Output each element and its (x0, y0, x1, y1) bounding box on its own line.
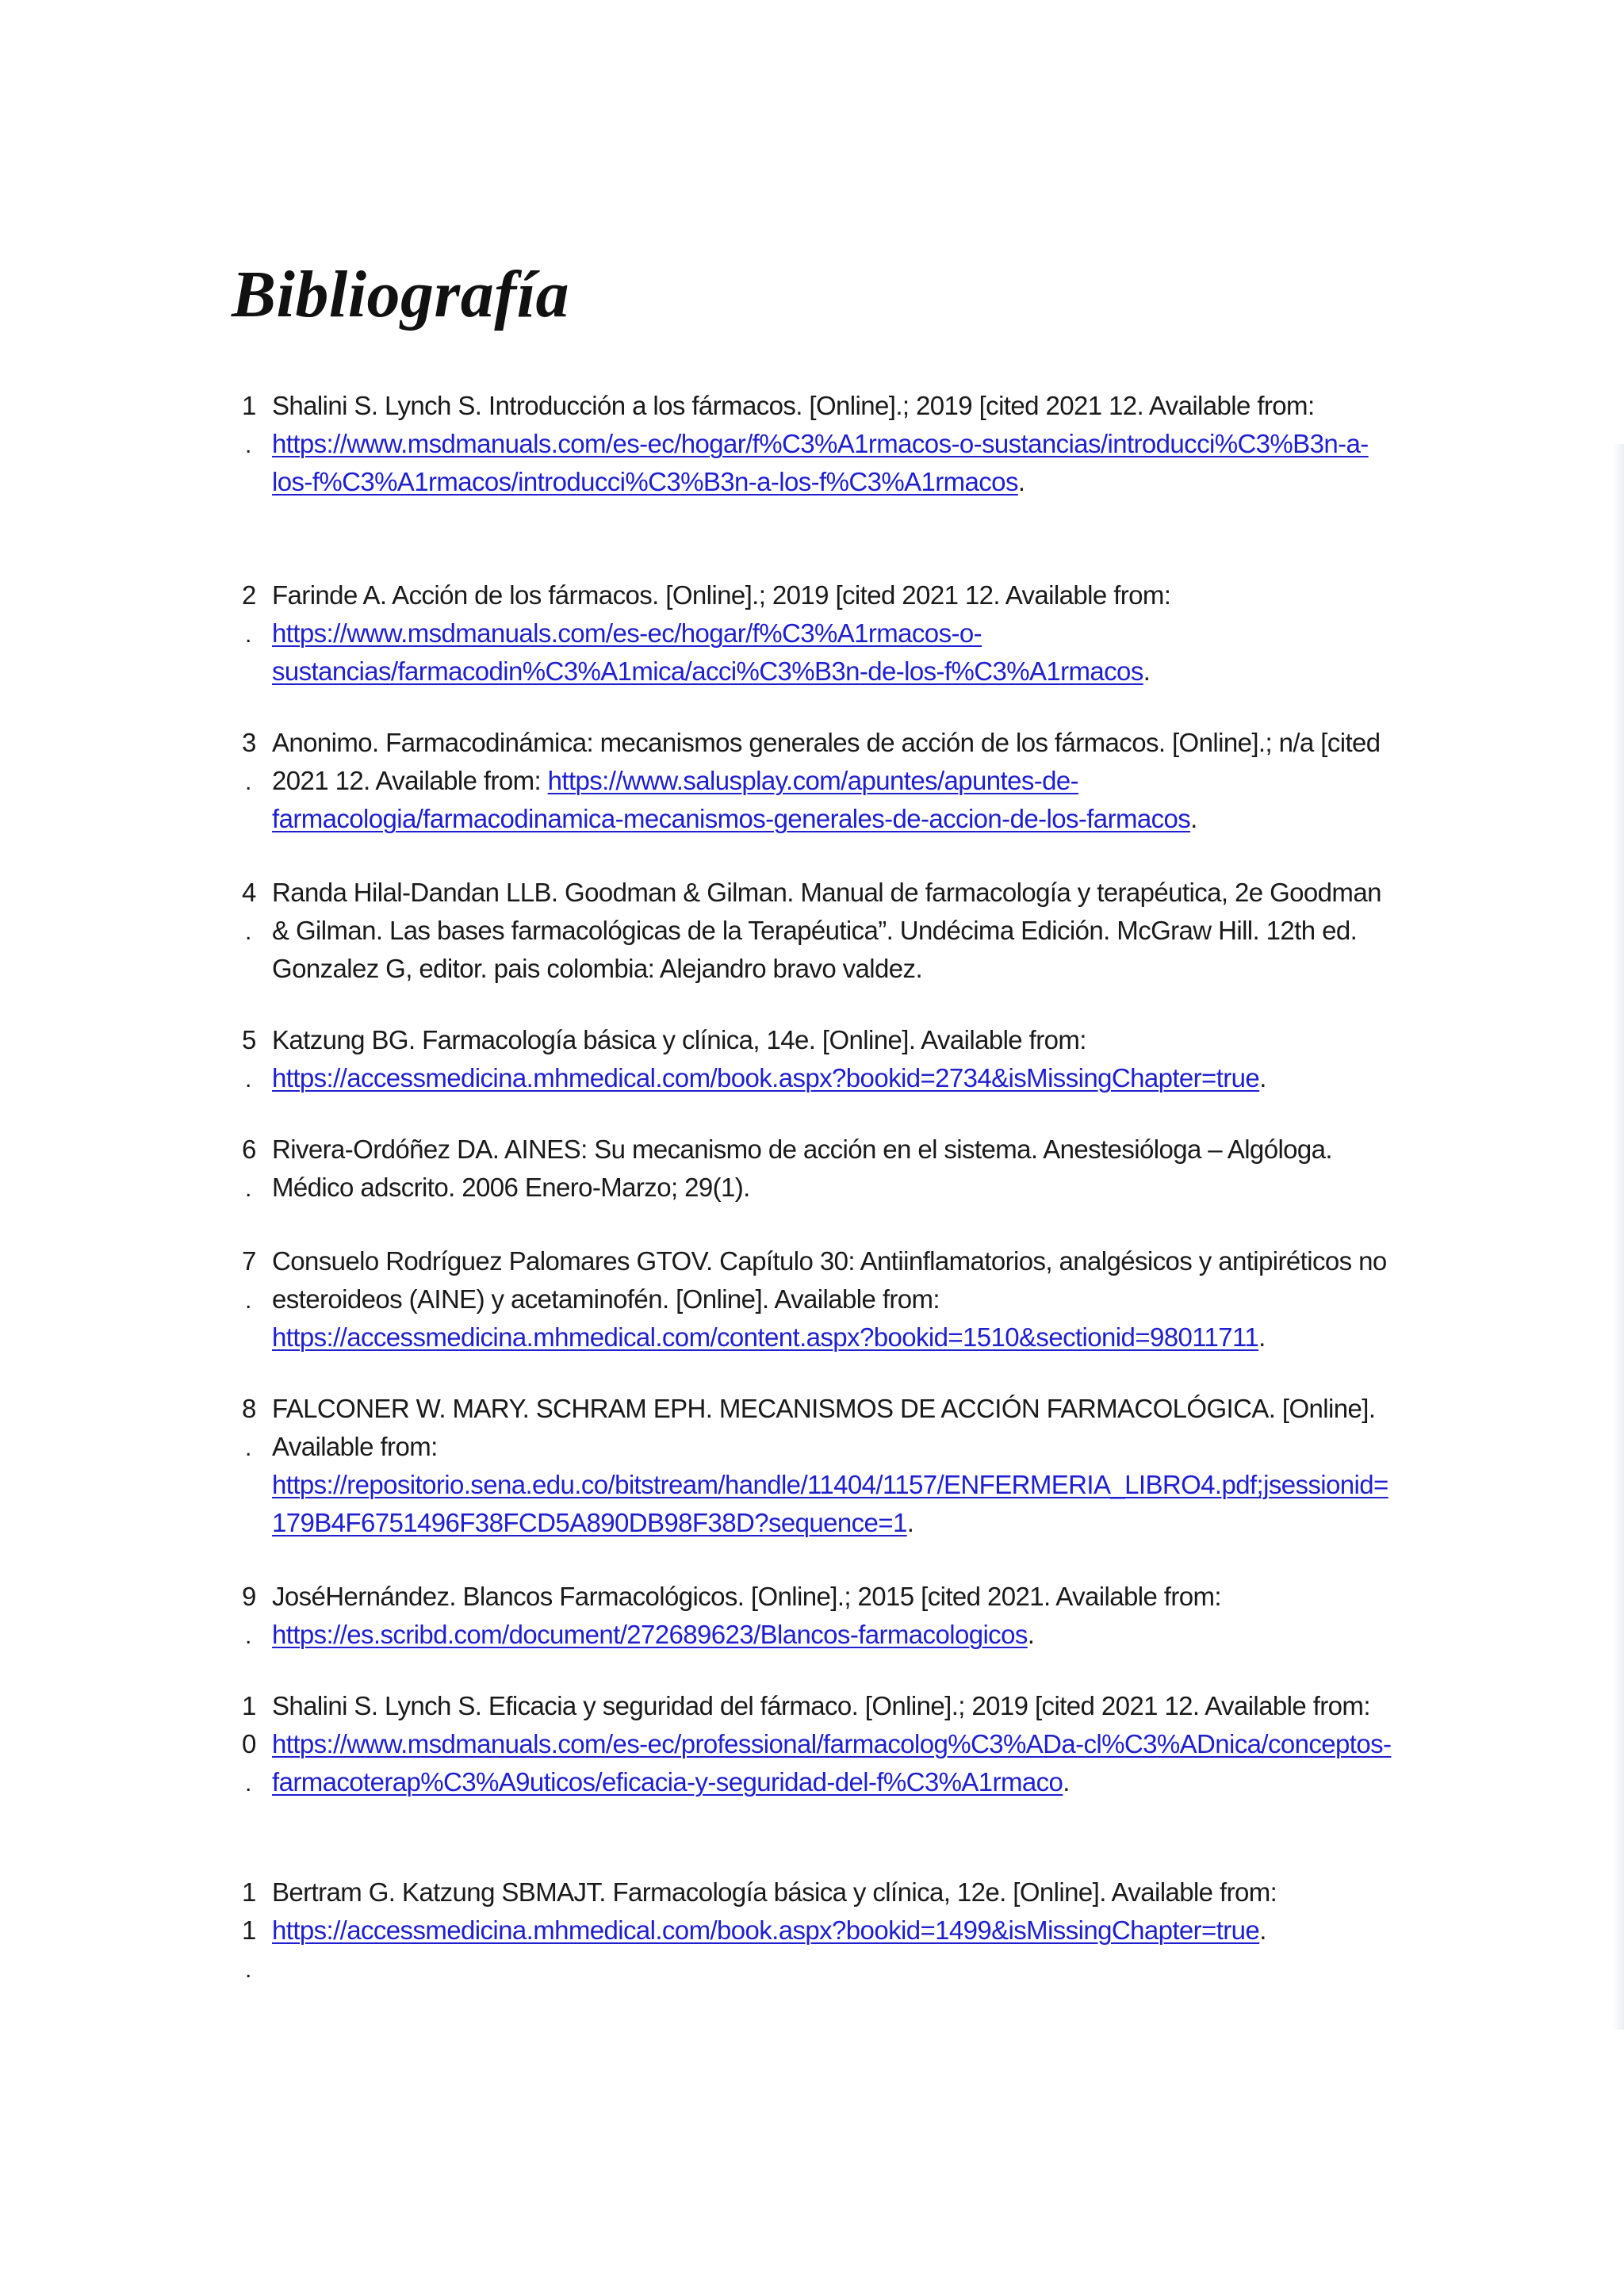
reference-number (242, 1578, 266, 1654)
reference-text (266, 1873, 1400, 1988)
reference-number-char: . (245, 432, 252, 458)
reference-citation: Shalini S. Lynch S. Introducción a los fármacos. [Online].; 2019 [cited 2021 12. Available from: (272, 391, 1315, 420)
reference-citation: Consuelo Rodríguez Palomares GTOV. Capítulo 30: Antiinflamatorios, analgésicos y antipiréticos no esteroideos (AINE) y acetaminofén. [Online]. Available from: (272, 1246, 1387, 1314)
reference-period: . (1259, 1915, 1266, 1945)
reference-citation: JoséHernández. Blancos Farmacológicos. [Online].; 2015 [cited 2021. Available from: (272, 1582, 1221, 1611)
reference-number (242, 1687, 266, 1801)
reference-number (242, 576, 266, 691)
reference-number-char: 3 (242, 728, 257, 757)
reference-number-char: 5 (242, 1025, 257, 1054)
reference-number-char: 1 (242, 1691, 257, 1720)
reference-link[interactable]: https://accessmedicina.mhmedical.com/content.aspx?bookid=1510&sectionid=98011711 (272, 1322, 1259, 1352)
reference-number-char: 8 (242, 1394, 257, 1423)
reference-number-char: . (245, 1288, 252, 1314)
reference-number-char: . (245, 1435, 252, 1461)
reference-period: . (1190, 804, 1197, 833)
reference-period: . (1258, 1322, 1266, 1352)
reference-period: . (1063, 1767, 1070, 1797)
reference-link[interactable]: https://repositorio.sena.edu.co/bitstream/handle/11404/1157/ENFERMERIA_LIBRO4.pdf;jsessionid=179B4F6751496F38FCD5A890DB98F38D?sequence=1 (272, 1470, 1388, 1537)
reference-number-char: . (245, 769, 252, 795)
reference-entry (242, 387, 1400, 501)
reference-number-char: 0 (242, 1729, 257, 1758)
reference-entry (242, 1687, 1400, 1801)
reference-entry (242, 1131, 1400, 1207)
reference-text (266, 724, 1400, 838)
reference-number-char: 2 (242, 580, 257, 610)
reference-link[interactable]: https://www.msdmanuals.com/es-ec/hogar/f%C3%A1rmacos-o-sustancias/introducci%C3%B3n-a-los-f%C3%A1rmacos/introducci%C3%B3n-a-los-f%C3%A1rmacos (272, 429, 1369, 496)
reference-citation: Farinde A. Acción de los fármacos. [Online].; 2019 [cited 2021 12. Available from: (272, 580, 1171, 610)
reference-link[interactable]: https://www.msdmanuals.com/es-ec/professional/farmacolog%C3%ADa-cl%C3%ADnica/conceptos-farmacoterap%C3%A9uticos/eficacia-y-seguridad-del-f%C3%A1rmaco (272, 1729, 1392, 1797)
reference-entry (242, 1873, 1400, 1988)
reference-period: . (1143, 656, 1151, 686)
reference-number (242, 724, 266, 838)
reference-number (242, 874, 266, 988)
reference-link[interactable]: https://accessmedicina.mhmedical.com/book.aspx?bookid=1499&isMissingChapter=true (272, 1915, 1260, 1945)
reference-number (242, 1131, 266, 1207)
reference-citation: FALCONER W. MARY. SCHRAM EPH. MECANISMOS DE ACCIÓN FARMACOLÓGICA. [Online]. Available from: (272, 1394, 1376, 1461)
reference-period: . (1027, 1620, 1035, 1649)
reference-period: . (906, 1508, 914, 1537)
reference-text (266, 1131, 1400, 1207)
reference-number-char: . (245, 1623, 252, 1649)
reference-link[interactable]: https://accessmedicina.mhmedical.com/book.aspx?bookid=2734&isMissingChapter=true (272, 1063, 1260, 1093)
reference-number-char: . (245, 919, 252, 945)
reference-number (242, 1390, 266, 1542)
reference-text (266, 387, 1400, 501)
reference-number-char: . (245, 1957, 252, 1983)
reference-number-char: 1 (242, 391, 257, 420)
reference-entry (242, 724, 1400, 838)
reference-number (242, 1873, 266, 1988)
reference-citation: Randa Hilal-Dandan LLB. Goodman & Gilman. Manual de farmacología y terapéutica, 2e Goodman & Gilman. Las bases farmacológicas de la Terapéutica”. Undécima Edición. McGraw Hill. 12th ed. Gonzalez G, editor. pais colombia: Alejandro bravo valdez. (272, 878, 1381, 983)
reference-number-char: . (245, 1176, 252, 1202)
reference-number-char: 1 (242, 1877, 257, 1907)
reference-citation: Shalini S. Lynch S. Eficacia y seguridad del fármaco. [Online].; 2019 [cited 2021 12. Available from: (272, 1691, 1370, 1720)
reference-link[interactable]: https://www.msdmanuals.com/es-ec/hogar/f%C3%A1rmacos-o-sustancias/farmacodin%C3%A1mica/acci%C3%B3n-de-los-f%C3%A1rmacos (272, 618, 1143, 686)
reference-number-char: 6 (242, 1135, 257, 1164)
page-title: Bibliografía (232, 258, 570, 331)
reference-text (266, 576, 1400, 691)
reference-entry (242, 1021, 1400, 1097)
reference-text (266, 1242, 1400, 1357)
reference-link[interactable]: https://www.salusplay.com/apuntes/apuntes-de-farmacologia/farmacodinamica-mecanismos-generales-de-accion-de-los-farmacos (272, 766, 1191, 833)
reference-entry (242, 1242, 1400, 1357)
reference-number-char: 9 (242, 1582, 257, 1611)
reference-number-char: . (245, 622, 252, 648)
reference-period: . (1017, 467, 1025, 496)
reference-number-char: 7 (242, 1246, 257, 1276)
reference-citation: Katzung BG. Farmacología básica y clínica, 14e. [Online]. Available from: (272, 1025, 1086, 1054)
reference-citation: Rivera-Ordóñez DA. AINES: Su mecanismo de acción en el sistema. Anestesióloga – Algóloga. Médico adscrito. 2006 Enero-Marzo; 29(1). (272, 1135, 1332, 1202)
reference-number (242, 1021, 266, 1097)
reference-citation: Anonimo. Farmacodinámica: mecanismos generales de acción de los fármacos. [Online].; n/a [cited 2021 12. Available from: (272, 728, 1381, 795)
page-edge-shadow (1613, 444, 1624, 2030)
reference-citation: Bertram G. Katzung SBMAJT. Farmacología básica y clínica, 12e. [Online]. Available from: (272, 1877, 1277, 1907)
reference-number (242, 387, 266, 501)
reference-number-char: . (245, 1770, 252, 1797)
reference-text (266, 1390, 1400, 1542)
reference-entry (242, 1390, 1400, 1542)
reference-number-char: 4 (242, 878, 257, 907)
reference-link[interactable]: https://es.scribd.com/document/272689623/Blancos-farmacologicos (272, 1620, 1028, 1649)
reference-text (266, 1021, 1400, 1097)
reference-entry (242, 1578, 1400, 1654)
reference-text (266, 1578, 1400, 1654)
reference-text (266, 874, 1400, 988)
reference-number (242, 1242, 266, 1357)
reference-entry (242, 874, 1400, 988)
reference-number-char: 1 (242, 1915, 257, 1945)
reference-number-char: . (245, 1066, 252, 1093)
reference-entry (242, 576, 1400, 691)
reference-period: . (1259, 1063, 1266, 1093)
reference-text (266, 1687, 1400, 1801)
